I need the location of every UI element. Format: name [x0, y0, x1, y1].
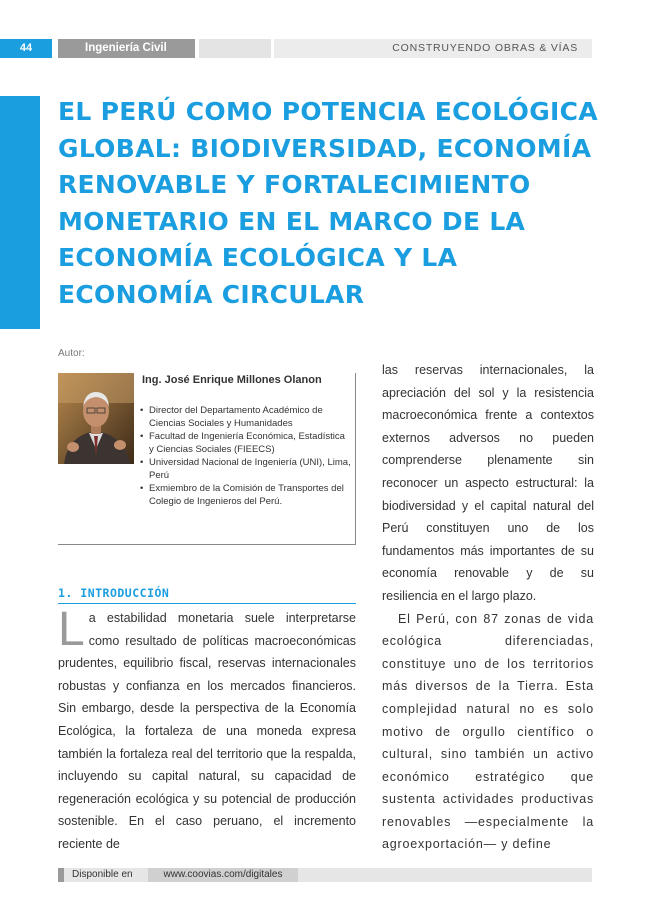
footer-url-link[interactable]: www.coovias.com/digitales [148, 868, 298, 882]
article-title: EL PERÚ COMO POTENCIA ECOLÓGICA GLOBAL: BIODIVERSIDAD, ECONOMÍA RENOVABLE Y FORTALECIMIENTO MONETARIO EN EL MARCO DE LA ECONOMÍA ECOLÓGICA Y LA ECONOMÍA CIRCULAR [58, 97, 598, 309]
footer-accent [58, 868, 64, 882]
magazine-name: CONSTRUYENDO OBRAS & VÍAS [274, 39, 592, 58]
affiliation-item: • Universidad Nacional de Ingeniería (UNI), Lima, Perú [140, 456, 352, 482]
page-number: 44 [0, 39, 52, 58]
section-label: Ingeniería Civil [58, 39, 195, 58]
author-name: Ing. José Enrique Millones Olanon [142, 374, 322, 386]
title-accent-bar [0, 96, 40, 329]
body-paragraph: las reservas internacionales, la apreciación del sol y la resistencia macroeconómica frente a contextos externos adversos no pueden comprenderse plenamente sin reconocer un aspecto estructural: la biodiversidad y el capital natural del Perú constituyen uno de los fundamentos más importantes de su economía renovable y de su resiliencia en el largo plazo. [382, 363, 594, 603]
intro-paragraph-text: a estabilidad monetaria suele interpretarse como resultado de políticas macroeconómicas prudentes, equilibrio fiscal, reservas internacionales robustas y confianza en los mercados financieros. Sin embargo, desde la perspectiva de la Economía Ecológica, la fortaleza de una moneda expresa también la fortaleza real del territorio que la respalda, incluyendo su capital natural, su capacidad de regeneración ecológica y su potencial de producción sostenible. En el caso peruano, el incremento reciente de [58, 611, 356, 851]
author-photo [58, 373, 134, 464]
footer-label: Disponible en [72, 869, 133, 880]
intro-paragraph [58, 603, 356, 856]
author-label: Autor: [58, 348, 85, 359]
affiliation-item: • Facultad de Ingeniería Económica, Estadística y Ciencias Sociales (FIEECS) [140, 430, 352, 456]
header-divider-block [199, 39, 271, 58]
left-column [58, 603, 356, 856]
author-affiliations [140, 404, 352, 508]
affiliation-item: • Director del Departamento Académico de Ciencias Sociales y Humanidades [140, 404, 352, 430]
author-box [58, 373, 356, 545]
drop-cap: L [58, 603, 85, 656]
section-heading: 1. INTRODUCCIÓN [58, 586, 356, 604]
footer-bar [58, 868, 592, 882]
body-paragraph: El Perú, con 87 zonas de vida ecológica diferenciadas, constituye uno de los territorios más diversos de la Tierra. Esta complejidad natural no es solo motivo de orgullo científico o cultural, sino también un activo económico estratégico que sustenta actividades productivas renovables —especialmente la agroexportación— y define [382, 611, 594, 852]
affiliation-item: • Exmiembro de la Comisión de Transportes del Colegio de Ingenieros del Perú. [140, 482, 352, 508]
right-column [382, 359, 594, 856]
